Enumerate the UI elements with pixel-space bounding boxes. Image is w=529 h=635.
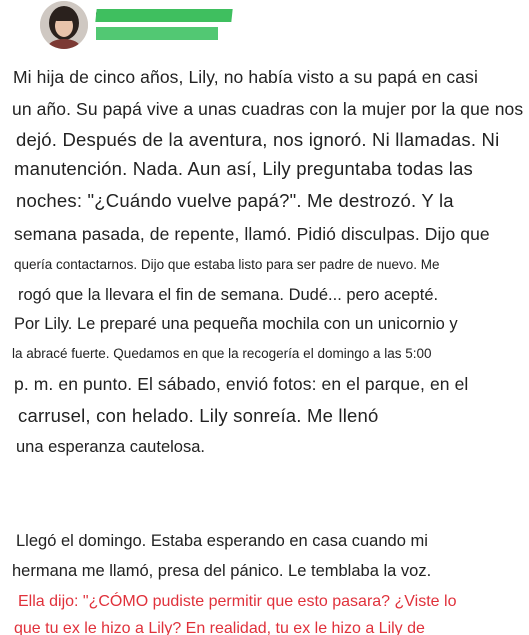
post-line-7: quería contactarnos. Dijo que estaba listo para ser padre de nuevo. Me xyxy=(14,257,440,272)
author-name-redaction xyxy=(95,9,232,22)
post-line-12: carrusel, con helado. Lily sonreía. Me llenó xyxy=(18,405,379,426)
author-avatar[interactable] xyxy=(40,1,88,49)
post-line-9: Por Lily. Le preparé una pequeña mochila con un unicornio y xyxy=(14,315,458,333)
post-line-4: manutención. Nada. Aun así, Lily preguntaba todas las xyxy=(14,158,474,179)
post-line-11: p. m. en punto. El sábado, envió fotos: en el parque, en el xyxy=(14,374,469,394)
post-line-6: semana pasada, de repente, llamó. Pidió disculpas. Dijo que xyxy=(14,224,490,244)
post-line-15: hermana me llamó, presa del pánico. Le temblaba la voz. xyxy=(12,562,432,580)
post-header xyxy=(0,0,529,52)
post-line-14: Llegó el domingo. Estaba esperando en casa cuando mi xyxy=(16,532,428,550)
post-line-17-highlight: que tu ex le hizo a Lily? En realidad, tu ex le hizo a Lily de xyxy=(14,620,425,635)
post-line-3: dejó. Después de la aventura, nos ignoró. Ni llamadas. Ni xyxy=(16,129,500,150)
post-line-17-clipped xyxy=(0,620,529,635)
post-line-16-highlight: Ella dijo: "¿CÓMO pudiste permitir que esto pasara? ¿Viste lo xyxy=(18,593,457,610)
post-line-8: rogó que la llevara el fin de semana. Dudé... pero acepté. xyxy=(18,286,439,304)
author-handle-redaction xyxy=(96,27,218,40)
post-line-2: un año. Su papá vive a unas cuadras con la mujer por la que nos xyxy=(12,99,524,119)
post-line-10: la abracé fuerte. Quedamos en que la recogería el domingo a las 5:00 xyxy=(12,346,432,361)
post-line-5: noches: "¿Cuándo vuelve papá?". Me destrozó. Y la xyxy=(16,190,454,211)
post-line-13: una esperanza cautelosa. xyxy=(16,438,205,456)
woman-portrait-icon xyxy=(40,1,88,49)
post-line-1: Mi hija de cinco años, Lily, no había visto a su papá en casi xyxy=(13,67,478,87)
